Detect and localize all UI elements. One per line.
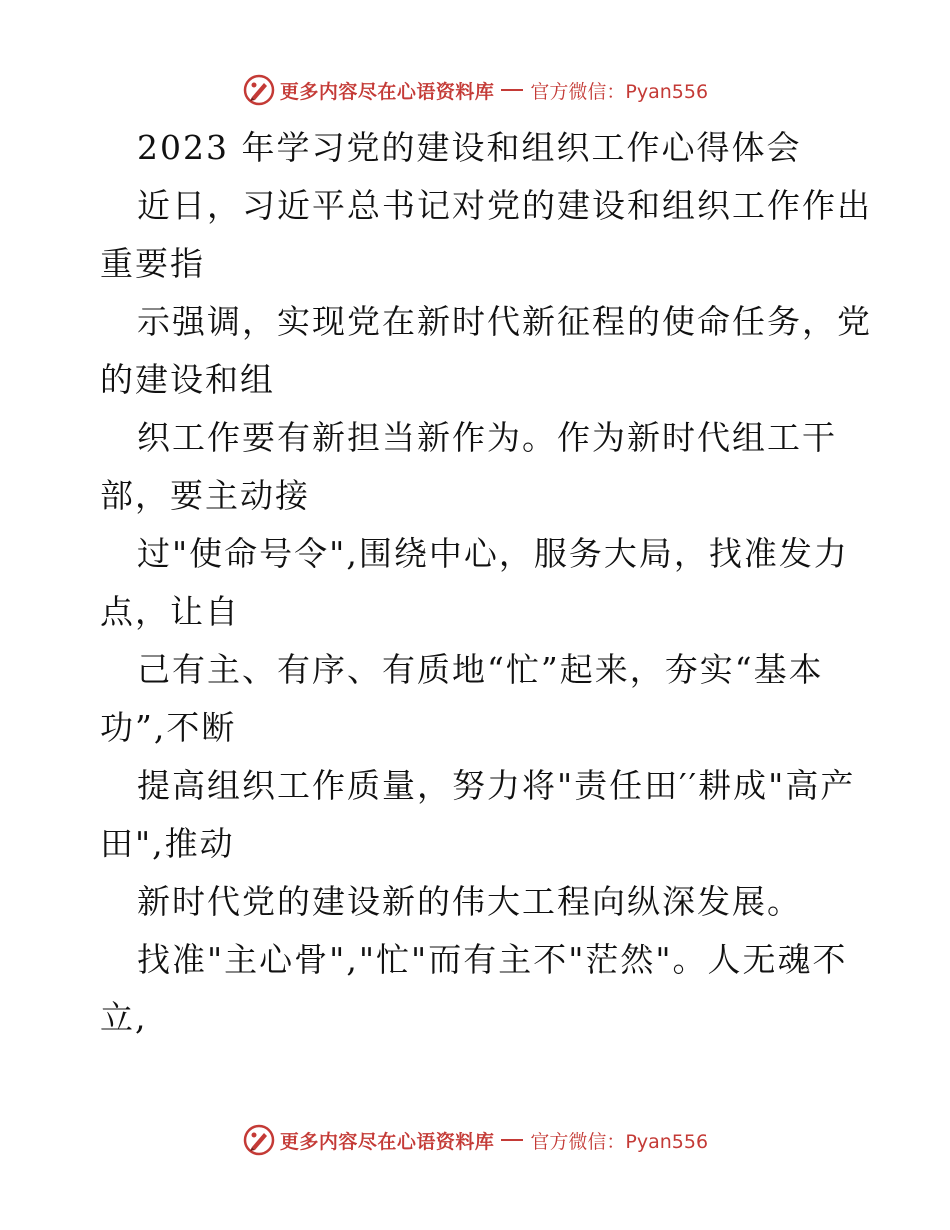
banner-dash (501, 89, 523, 91)
text-line: 功”,不断 (100, 708, 237, 747)
text-line: 过"使命号令",围绕中心，服务大局，找准发力 (137, 534, 849, 573)
banner-title: 更多内容尽在心语资料库 (279, 1130, 495, 1153)
text-line: 部，要主动接 (100, 476, 310, 515)
banner-dash (501, 1139, 523, 1141)
banner-title: 更多内容尽在心语资料库 (279, 80, 495, 103)
text-line: 己有主、有序、有质地“忙”起来，夯实“基本 (137, 650, 824, 689)
document-title: 2023 年学习党的建设和组织工作心得体会 (137, 128, 802, 167)
text-line: 田",推动 (100, 824, 235, 863)
text-line: 近日，习近平总书记对党的建设和组织工作作出 (137, 186, 872, 225)
text-line: 重要指 (100, 244, 205, 283)
text-line: 示强调，实现党在新时代新征程的使命任务，党 (137, 302, 872, 341)
text-line: 立, (100, 998, 148, 1037)
footer-banner (0, 1122, 950, 1158)
text-line: 新时代党的建设新的伟大工程向纵深发展。 (137, 882, 802, 921)
text-line: 的建设和组 (100, 360, 275, 399)
banner-wechat: 官方微信：Pyan556 (530, 80, 709, 103)
text-line: 提高组织工作质量，努力将"责任田′′耕成"高产 (137, 766, 856, 805)
pen-logo-icon (242, 1123, 276, 1157)
text-line: 织工作要有新担当新作为。作为新时代组工干 (137, 418, 837, 457)
header-banner (0, 72, 950, 108)
text-line: 点，让自 (100, 592, 240, 631)
banner-wechat: 官方微信：Pyan556 (530, 1130, 709, 1153)
pen-logo-icon (242, 73, 276, 107)
text-line: 找准"主心骨","忙"而有主不"茫然"。人无魂不 (137, 940, 848, 979)
